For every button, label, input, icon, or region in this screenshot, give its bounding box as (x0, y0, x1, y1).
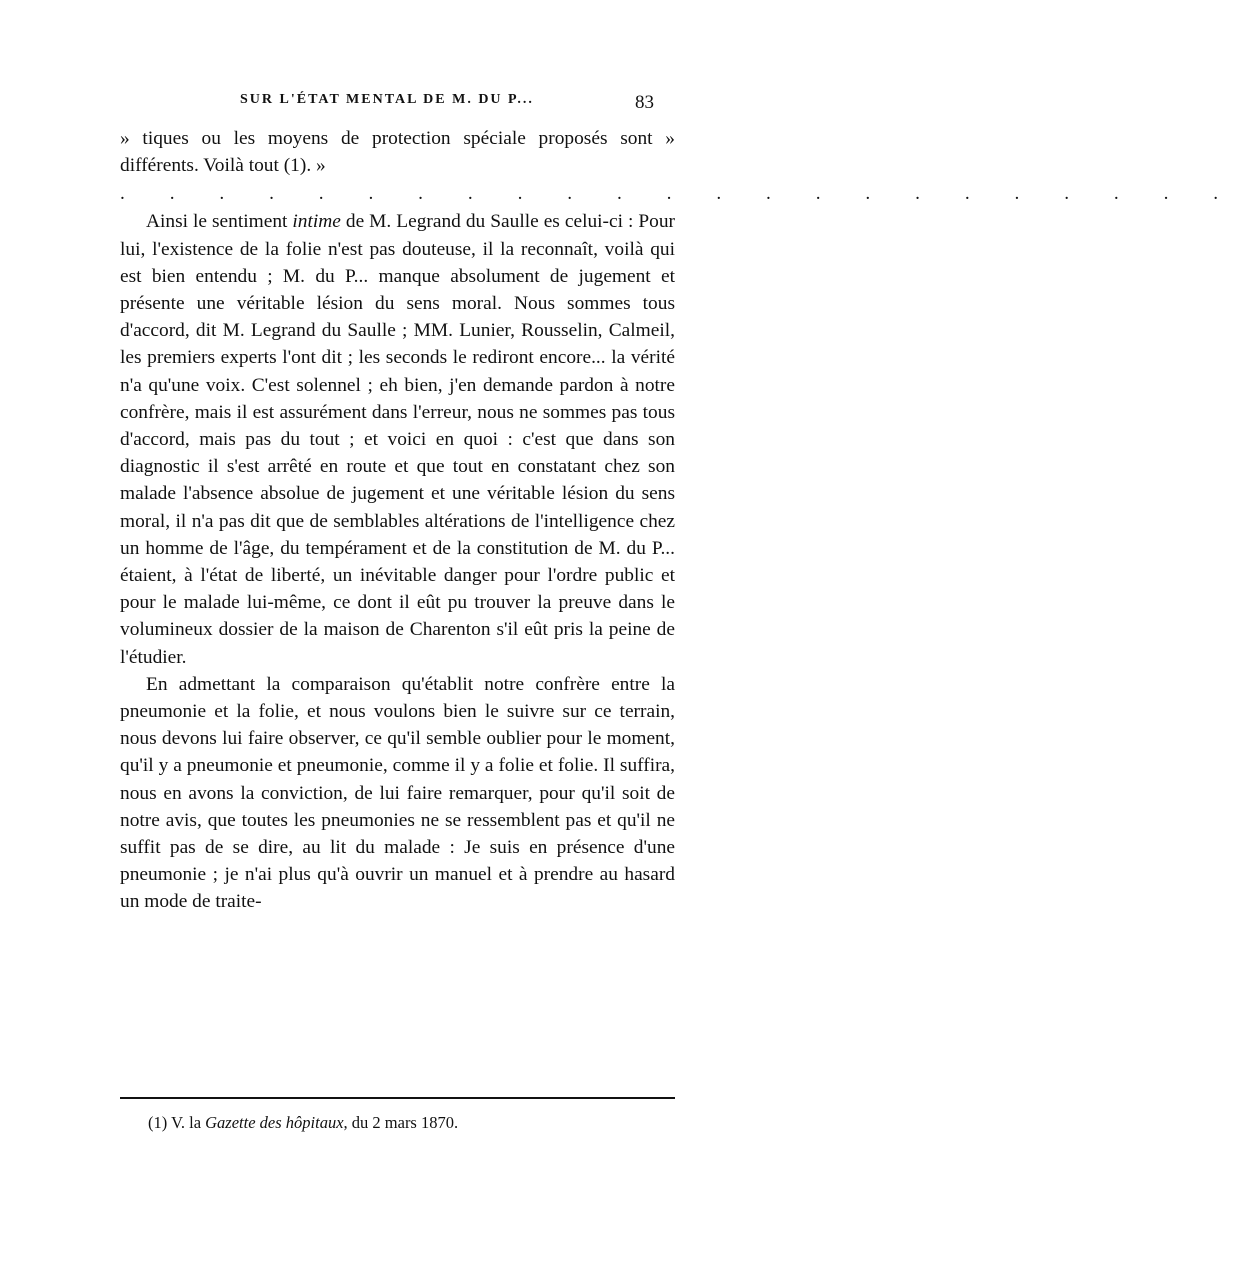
footnote (148, 1112, 668, 1134)
paragraph-1 (120, 208, 675, 670)
running-head (120, 92, 660, 114)
paragraph-2: En admettant la comparaison qu'établit notre confrère entre la pneumonie et la folie, et nous voulons bien le suivre sur ce terrain, nous devons lui faire observer, ce qu'il semble oublier pour le moment, qu'il y a pneumonie et pneumonie, comme il y a folie et folie. Il suffira, nous en avons la conviction, de lui faire remarquer, pour qu'il soit de notre avis, que toutes les pneumonies ne se ressemblent pas et qu'il ne suffit pas de se dire, au lit du malade : Je suis en présence d'une pneumonie ; je n'ai plus qu'à ouvrir un manuel et à prendre au hasard un mode de traite- (120, 673, 675, 913)
body-text (120, 125, 1238, 916)
ellipsis-separator: . . . . . . . . . . . . . . . . . . . . . . . (120, 183, 1238, 205)
footnote-marker: (1) V. la (148, 1113, 206, 1132)
running-title: SUR L'ÉTAT MENTAL DE M. DU P... (240, 92, 534, 107)
footnote-rule (120, 1097, 675, 1099)
footnote-journal: Gazette des hôpitaux (205, 1113, 344, 1132)
italic-word: intime (292, 211, 341, 233)
paragraph-1-rest: de M. Legrand du Saulle es celui-ci : Pour lui, l'existence de la folie n'est pas douteuse, il la reconnaît, voilà qui est bien entendu ; M. du P... manque absolument de jugement et présente une véritable lésion du sens moral. Nous sommes tous d'accord, dit M. Legrand du Saulle ; MM. Lunier, Rousselin, Calmeil, les premiers experts l'ont dit ; les seconds le rediront encore... la vérité n'a qu'une voix. C'est solennel ; eh bien, j'en demande pardon à notre confrère, mais il est assurément dans l'erreur, nous ne sommes pas tous d'accord, mais pas du tout ; et voici en quoi : c'est que dans son diagnostic il s'est arrêté en route et que tout en constatant chez son malade l'absence absolue de jugement et une véritable lésion du sens moral, il n'a pas dit que de semblables altérations de l'intelligence chez un homme de l'âge, du tempérament et de la constitution de M. du P... étaient, à l'état de liberté, un inévitable danger pour l'ordre public et pour le malade lui-même, ce dont il eût pu trouver la preuve dans le volumineux dossier de la maison de Charenton s'il eût pris la peine de l'étudier. (120, 211, 675, 668)
page-number: 83 (635, 92, 654, 113)
paragraph-1-start: Ainsi le sentiment (146, 211, 293, 233)
quote-ending: » tiques ou les moyens de protection spéciale proposés sont » différents. Voilà tout (1). » (120, 128, 675, 177)
footnote-date: , du 2 mars 1870. (343, 1113, 459, 1132)
